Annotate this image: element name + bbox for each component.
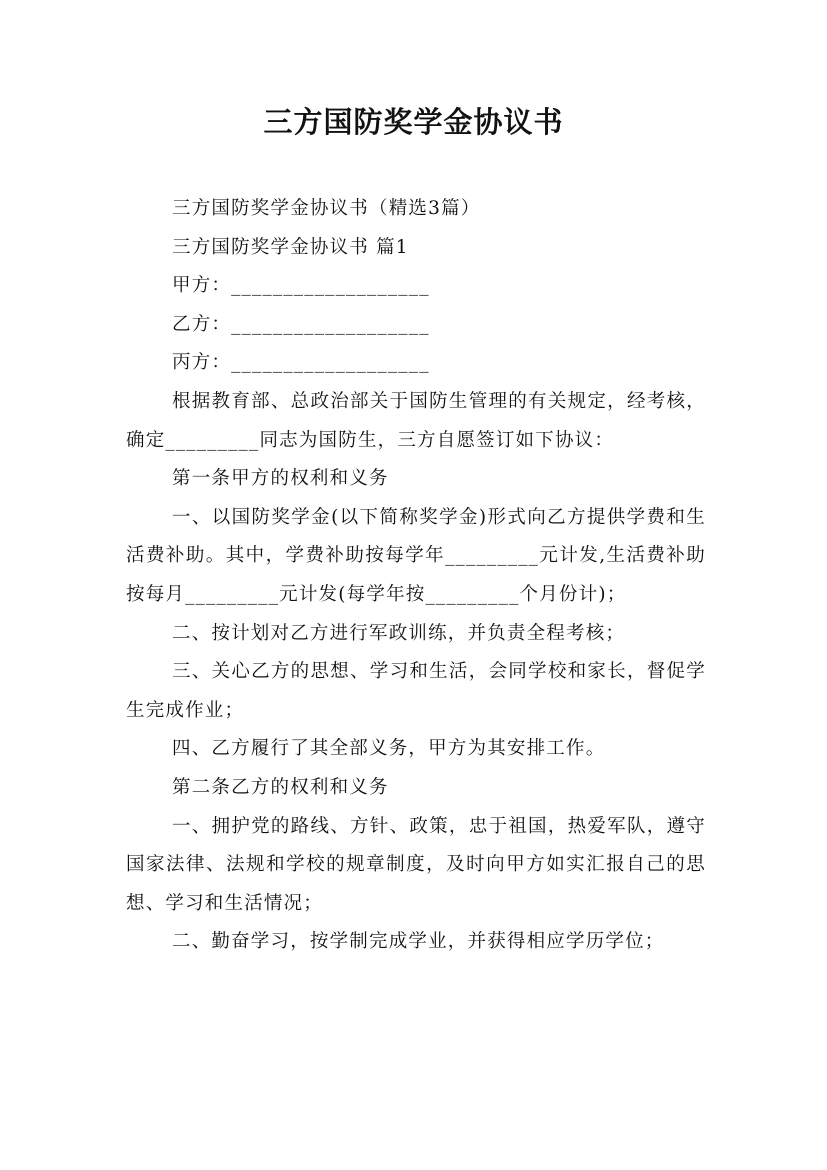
party-c-line: 丙方：___________________ xyxy=(172,352,430,374)
document-body xyxy=(126,190,706,962)
party-a-line: 甲方：___________________ xyxy=(172,275,430,297)
clause-paragraph: 一、拥护党的路线、方针、政策，忠于祖国，热爱军队，遵守国家法律、法规和学校的规章制度，及时向甲方如实汇报自己的思想、学习和生活情况； xyxy=(126,815,706,914)
section-heading: 三方国防奖学金协议书 篇1 xyxy=(172,236,409,258)
clause-paragraph: 一、以国防奖学金(以下简称奖学金)形式向乙方提供学费和生活费补助。其中，学费补助按每学年_________元计发,生活费补助按每月_________元计发(每学年按_________个月份计)； xyxy=(126,506,706,605)
party-b-line: 乙方：___________________ xyxy=(172,313,430,335)
article-heading: 第一条甲方的权利和义务 xyxy=(172,468,389,490)
document-title: 三方国防奖学金协议书 xyxy=(263,105,564,139)
clause-paragraph: 二、按计划对乙方进行军政训练，并负责全程考核； xyxy=(172,622,626,644)
clause-paragraph: 二、勤奋学习，按学制完成学业，并获得相应学历学位； xyxy=(172,931,665,953)
article-heading: 第二条乙方的权利和义务 xyxy=(172,776,389,798)
preamble-paragraph: 根据教育部、总政治部关于国防生管理的有关规定，经考核，确定_________同志为国防生，三方自愿签订如下协议： xyxy=(126,390,706,451)
document-subtitle: 三方国防奖学金协议书（精选3篇） xyxy=(172,198,481,219)
clause-paragraph: 三、关心乙方的思想、学习和生活，会同学校和家长，督促学生完成作业； xyxy=(126,661,706,721)
clause-paragraph: 四、乙方履行了其全部义务，甲方为其安排工作。 xyxy=(172,738,606,760)
